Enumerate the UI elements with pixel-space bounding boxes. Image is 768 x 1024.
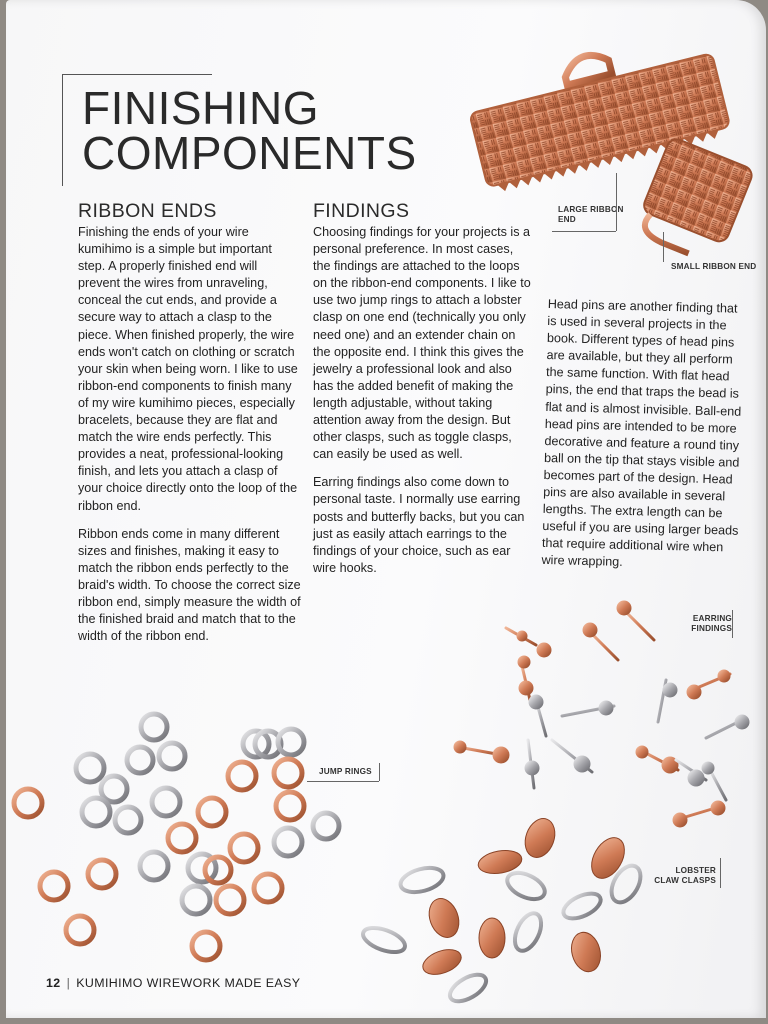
title-frame-left (62, 74, 63, 186)
earring-findings-label: EARRING FINDINGS (691, 614, 732, 633)
book-page (6, 0, 766, 1018)
jump-rings-callout (319, 767, 389, 777)
title-line-2: COMPONENTS (82, 127, 417, 179)
jump-rings-label: JUMP RINGS (319, 767, 372, 776)
head-pins-section (541, 296, 748, 585)
earring-findings-photo (455, 602, 748, 826)
callout-line (307, 781, 379, 782)
ribbon-ends-paragraph-1: Finishing the ends of your wire kumihimo is a simple but important step. A properly finished end will prevent the wires from unraveling, conceal the cut ends, and provide a secure way to attach a clasp to the piece. When finished properly, the wire ends won't catch on clothing or scratch your skin when being worn. I like to use ribbon-end components to finish many of my wire kumihimo pieces, especially bracelets, because they are flat and match the wire ends perfectly. This provides a neat, professional-looking finish, and lets you attach a clasp of your choice directly onto the loop of the ribbon end. (78, 225, 298, 513)
page-number: 12 (46, 976, 61, 990)
callout-line (616, 173, 617, 231)
title-frame-top (62, 74, 212, 75)
lobster-claw-clasps-callout (654, 866, 716, 886)
head-pins-paragraph: Head pins are another finding that is used in several projects in the book. Different types of head pins are available, but they all perform the same function. With flat head pins, the end that traps the bead is flat and is almost invisible. Ball-end head pins are intended to be more decorative and feature a round tiny ball on the tip that stays visible and becomes part of the design. Head pins are also available in several lengths. The extra length can be useful if you are using larger beads that require additional wire when wire wrapping. (541, 296, 742, 570)
footer-separator: | (66, 976, 71, 990)
page-title (82, 82, 417, 179)
small-ribbon-end-label: SMALL RIBBON END (671, 262, 757, 271)
callout-line (379, 763, 380, 781)
title-line-1: FINISHING (82, 82, 320, 134)
ribbon-ends-section (78, 200, 302, 656)
callout-line (552, 231, 616, 232)
callout-line (663, 232, 664, 262)
large-ribbon-end-label: LARGE RIBBON END (558, 205, 624, 224)
small-ribbon-end-callout (671, 262, 766, 272)
findings-paragraph-1: Choosing findings for your projects is a personal preference. In most cases, the findings are attached to the loops on the ribbon-end components. I like to use two jump rings to attach a lobster clasp on one end (technically you only need one) and an extender chain on the opposite end. I think this gives the jewelry a professional look and also has the added benefit of making the length adjustable, without taking attention away from the design. But other clasps, such as toggle clasps, can easily be used as well. (313, 225, 531, 462)
findings-heading: FINDINGS (313, 200, 410, 222)
findings-paragraph-2: Earring findings also come down to personal taste. I normally use earring posts and butterfly backs, but you can just as easily attach earrings to the findings of your choice, such as ear wire hooks. (313, 475, 525, 575)
earring-findings-callout (682, 614, 732, 634)
large-ribbon-end-callout (558, 205, 632, 225)
lobster-claw-clasps-label: LOBSTER CLAW CLASPS (654, 866, 716, 885)
jump-rings-photo (14, 714, 339, 960)
callout-line (732, 610, 733, 638)
page-footer (46, 976, 300, 990)
lobster-clasps-photo (360, 814, 646, 1006)
findings-section (313, 200, 531, 588)
book-title: KUMIHIMO WIREWORK MADE EASY (76, 976, 301, 990)
small-ribbon-end-photo (633, 136, 755, 264)
callout-line (720, 858, 721, 888)
ribbon-ends-paragraph-2: Ribbon ends come in many different sizes and finishes, making it easy to match the ribbon ends perfectly to the braid's width. To choose the correct size ribbon end, simply measure the width of the finished braid and match that to the width of the ribbon end. (78, 526, 301, 644)
ribbon-ends-heading: RIBBON ENDS (78, 200, 217, 222)
